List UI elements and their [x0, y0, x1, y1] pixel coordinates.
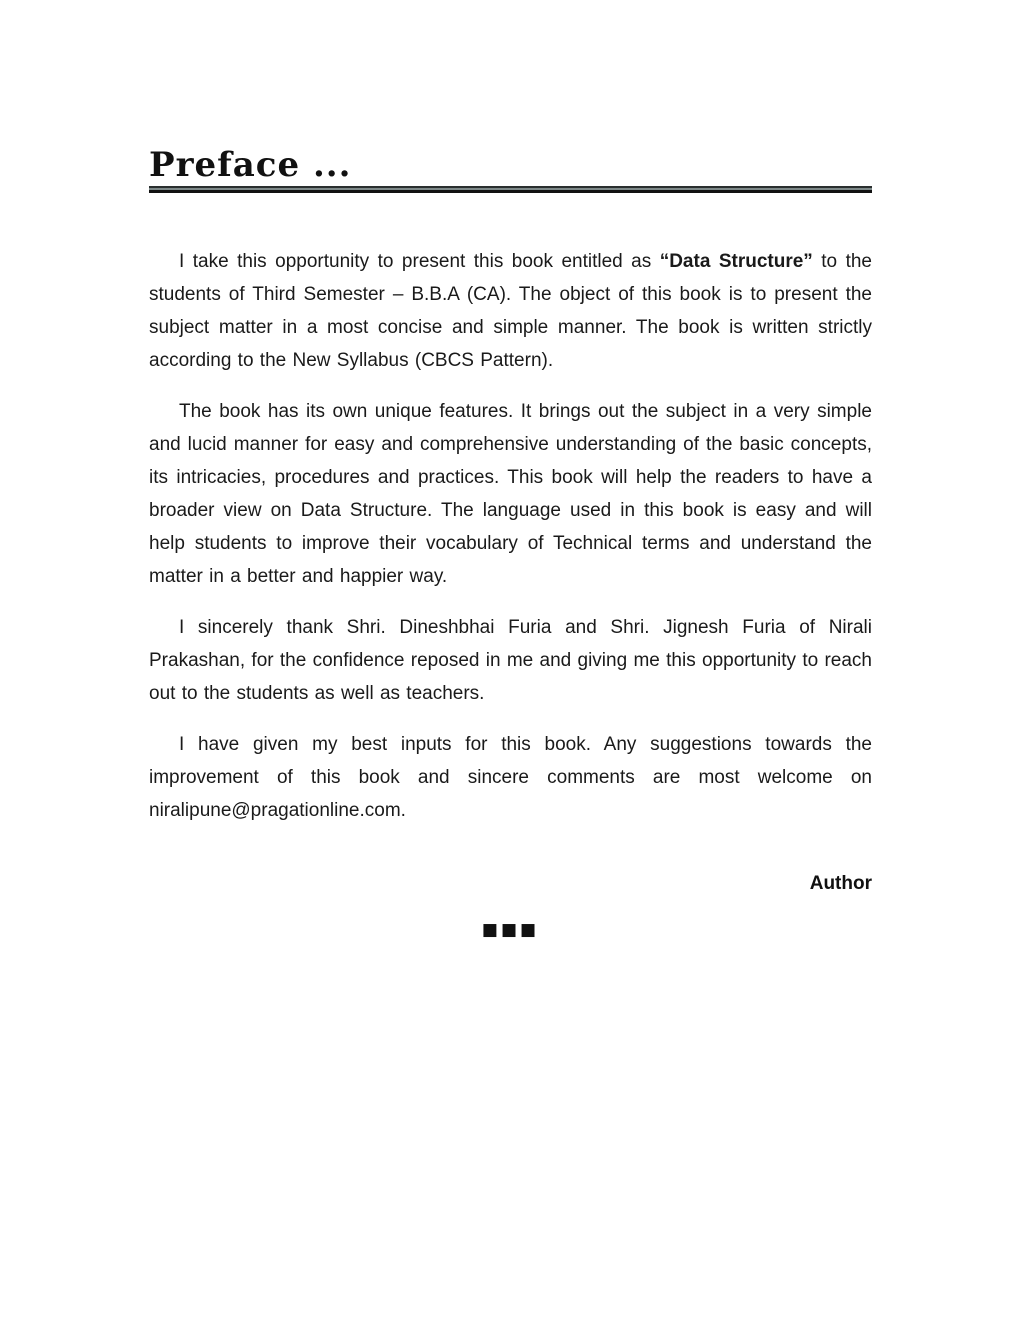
- paragraph-4: I have given my best inputs for this book. Any suggestions towards the improvement of this book and sincere comments are most welcome on niralipune@pragationline.com.: [149, 734, 872, 821]
- paragraph-1-text-after-bold: to the students of Third Semester – B.B.A (CA). The object of this book is to present the subject matter in a most concise and simple manner. The book is written strictly according to the New Syllabus (CBCS Pattern).: [149, 251, 872, 371]
- book-title-emphasis: “Data Structure”: [659, 251, 813, 272]
- preface-body: [149, 245, 872, 827]
- author-signature: Author: [809, 873, 872, 894]
- page-title: Preface ...: [149, 145, 352, 185]
- title-divider-rule: [149, 186, 872, 193]
- paragraph-2: The book has its own unique features. It brings out the subject in a very simple and lucid manner for easy and comprehensive understanding of the basic concepts, its intricacies, procedures and practices. This book will help the readers to have a broader view on Data Structure. The language used in this book is easy and will help students to improve their vocabulary of Technical terms and understand the matter in a better and happier way.: [149, 401, 872, 587]
- paragraph-3: I sincerely thank Shri. Dineshbhai Furia and Shri. Jignesh Furia of Nirali Prakashan, for the confidence reposed in me and giving me this opportunity to reach out to the students as well as teachers.: [149, 617, 872, 704]
- paragraph-1: [149, 245, 872, 377]
- paragraph-1-text-before-bold: I take this opportunity to present this book entitled as: [179, 251, 660, 272]
- end-of-section-squares-icon: ■■■: [481, 920, 540, 940]
- page-content: [149, 146, 872, 940]
